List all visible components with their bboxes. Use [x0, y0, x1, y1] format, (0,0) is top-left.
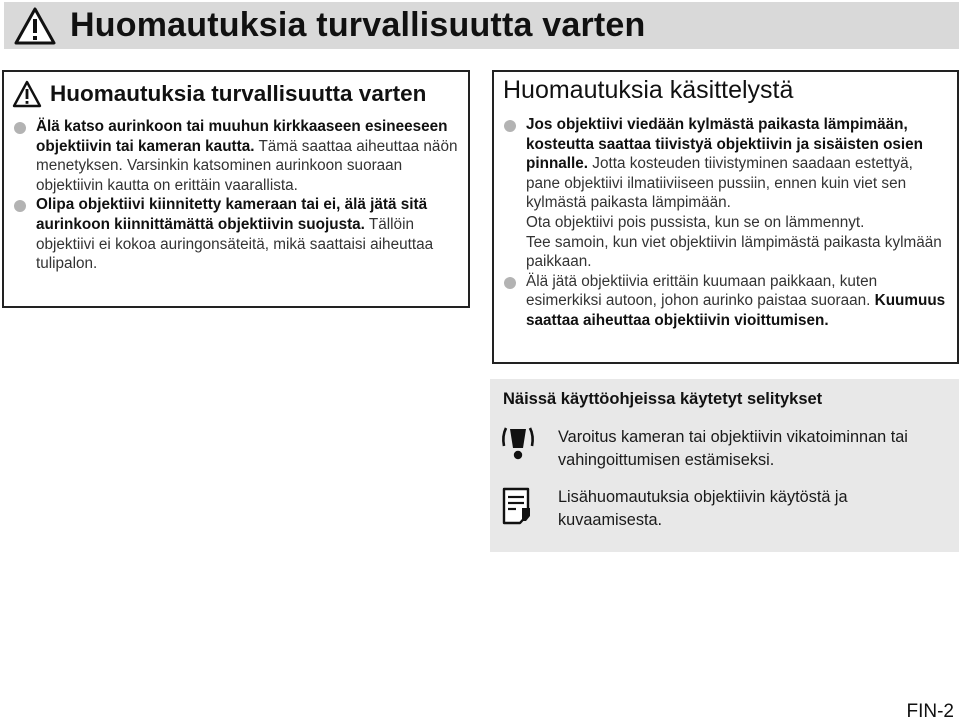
legend-text-memo: Lisähuomautuksia objektiivin käytöstä ja kuvaamisesta. — [558, 488, 848, 529]
legend-title: Näissä käyttöohjeissa käytetyt selitykset — [503, 390, 823, 408]
item-text: Tee samoin, kun viet objektiivin lämpimästä paikasta kylmään paikkaan. — [526, 233, 942, 271]
memo-note-icon — [500, 486, 534, 526]
warning-triangle-icon — [14, 7, 56, 45]
safety-list — [6, 117, 458, 274]
list-item — [6, 117, 458, 195]
list-item — [6, 195, 458, 273]
list-item — [496, 272, 951, 331]
item-text: Tämä saattaa aiheuttaa näön menetyksen. Varsinkin katsominen aurinkoon suoraan objektiivin kautta on erittäin vaarallista. — [36, 137, 458, 194]
page-title: Huomautuksia turvallisuutta varten — [70, 6, 646, 44]
handling-precautions-box — [492, 70, 959, 364]
item-text: Tällöin objektiivi ei kokoa auringonsäteitä, mikä saattaisi aiheuttaa tulipalon. — [36, 215, 434, 273]
item-text: Jotta kosteuden tiivistyminen saadaan estettyä, pane objektiivi ilmatiiviiseen pussiin, ennen kuin viet sen kylmästä paikasta lämpimään. — [526, 155, 913, 212]
safety-box-heading — [12, 80, 468, 108]
bullet-icon — [504, 120, 516, 132]
exclamation-caution-icon — [500, 426, 536, 460]
symbols-legend-panel — [490, 379, 959, 552]
safety-precautions-box — [2, 70, 470, 308]
bullet-icon — [14, 122, 26, 134]
page-header — [4, 2, 959, 49]
handling-list — [496, 115, 951, 331]
handling-box-title: Huomautuksia käsittelystä — [503, 76, 794, 104]
page-number: FIN-2 — [906, 701, 954, 722]
item-text: Älä jätä objektiivia erittäin kuumaan paikkaan, kuten esimerkiksi autoon, johon aurinko paistaa suoraan. — [526, 272, 878, 310]
item-bold-text: Jos objektiivi viedään kylmästä paikasta lämpimään, kosteutta saattaa tiivistyä objektiivin ja sisäisten osien pinnalle. — [526, 116, 924, 173]
warning-triangle-icon — [12, 80, 42, 108]
item-bold-text: Älä katso aurinkoon tai muuhun kirkkaaseen esineeseen objektiivin tai kameran kautta. — [36, 118, 448, 155]
item-text: Ota objektiivi pois pussista, kun se on lämmennyt. — [526, 213, 865, 231]
item-bold-text: Olipa objektiivi kiinnitetty kameraan tai ei, älä jätä sitä aurinkoon kiinnittämättä objektiivin suojusta. — [36, 196, 428, 233]
list-item — [496, 115, 951, 272]
legend-text-caution: Varoitus kameran tai objektiivin vikatoiminnan tai vahingoittumisen estämiseksi. — [558, 428, 908, 469]
item-bold-text: Kuumuus saattaa aiheuttaa objektiivin vioittumisen. — [526, 292, 946, 329]
bullet-icon — [14, 200, 26, 212]
bullet-icon — [504, 277, 516, 289]
safety-box-title: Huomautuksia turvallisuutta varten — [50, 81, 427, 106]
